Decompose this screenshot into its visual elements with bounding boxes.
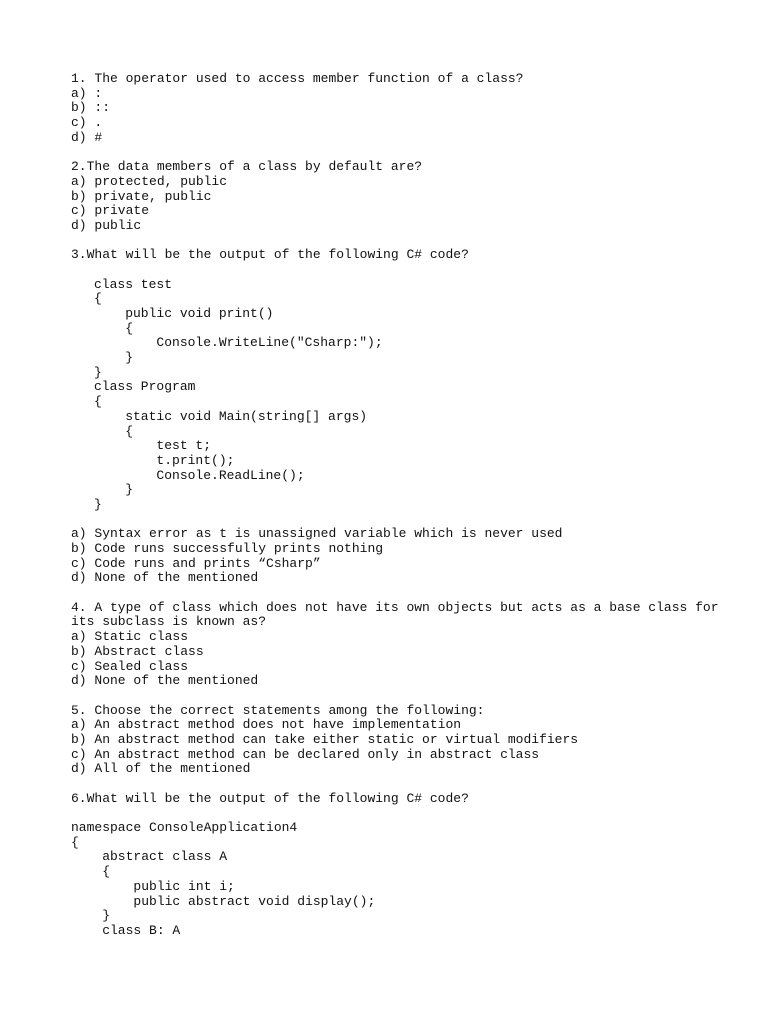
answer-option: c) . <box>71 115 103 131</box>
code-line: public void print() <box>94 306 274 321</box>
question-stem: 5. Choose the correct statements among the following: <box>71 702 485 718</box>
question-2 <box>71 160 751 233</box>
code-line: Console.WriteLine("Csharp:"); <box>94 335 383 351</box>
code-line: } <box>94 350 134 366</box>
code-line: class Program <box>94 379 196 395</box>
question-stem: 2.The data members of a class by default are? <box>71 159 423 175</box>
code-line: abstract class A <box>71 849 228 865</box>
answer-option: b) An abstract method can take either static or virtual modifiers <box>71 731 579 747</box>
code-snippet-q6 <box>71 821 751 939</box>
answer-option: c) Code runs and prints “Csharp” <box>71 555 321 571</box>
code-line: public int i; <box>71 878 235 894</box>
answer-option: b) Abstract class <box>71 643 204 659</box>
question-stem: its subclass is known as? <box>71 614 267 630</box>
code-line: { <box>71 834 79 850</box>
question-stem: 6.What will be the output of the following C# code? <box>71 790 469 806</box>
question-1 <box>71 72 751 145</box>
question-stem: 4. A type of class which does not have its own objects but acts as a base class for <box>71 599 719 615</box>
code-line: } <box>94 496 102 512</box>
question-4 <box>71 601 751 689</box>
code-line: t.print(); <box>94 452 235 468</box>
code-line: public abstract void display(); <box>71 893 376 909</box>
answer-option: b) :: <box>71 100 111 116</box>
answer-option: d) public <box>71 217 142 233</box>
code-line: } <box>94 482 134 498</box>
answer-option: a) Static class <box>71 629 189 645</box>
code-line: { <box>94 320 134 336</box>
code-line: namespace ConsoleApplication4 <box>71 820 298 836</box>
question-stem: 3.What will be the output of the following C# code? <box>71 247 469 263</box>
question-3 <box>71 248 751 263</box>
code-snippet-q3 <box>71 278 751 513</box>
code-line: Console.ReadLine(); <box>94 467 305 483</box>
answer-option: c) Sealed class <box>71 658 189 674</box>
code-line: } <box>94 364 102 380</box>
code-line: class test <box>94 276 173 292</box>
code-line: { <box>94 291 102 307</box>
answer-option: b) Code runs successfully prints nothing <box>71 541 384 556</box>
answer-option: b) private, public <box>71 188 212 204</box>
code-line: static void Main(string[] args) <box>94 408 368 424</box>
code-line: { <box>71 864 111 880</box>
question-3-options <box>71 527 751 586</box>
code-line: { <box>94 394 102 410</box>
answer-option: c) private <box>71 203 150 219</box>
answer-option: d) None of the mentioned <box>71 570 259 586</box>
question-5 <box>71 704 751 777</box>
answer-option: d) All of the mentioned <box>71 761 251 777</box>
answer-option: d) # <box>71 129 103 145</box>
code-line: class B: A <box>71 922 181 938</box>
answer-option: a) Syntax error as t is unassigned variable which is never used <box>71 526 563 542</box>
answer-option: a) protected, public <box>71 173 228 189</box>
code-line: test t; <box>94 438 212 454</box>
answer-option: a) : <box>71 85 103 101</box>
quiz-document <box>71 72 751 953</box>
code-line: } <box>71 908 111 924</box>
question-6 <box>71 792 751 807</box>
question-stem: 1. The operator used to access member function of a class? <box>71 71 524 86</box>
code-line: { <box>94 423 134 439</box>
answer-option: d) None of the mentioned <box>71 673 259 689</box>
answer-option: c) An abstract method can be declared only in abstract class <box>71 746 540 762</box>
answer-option: a) An abstract method does not have implementation <box>71 717 462 733</box>
